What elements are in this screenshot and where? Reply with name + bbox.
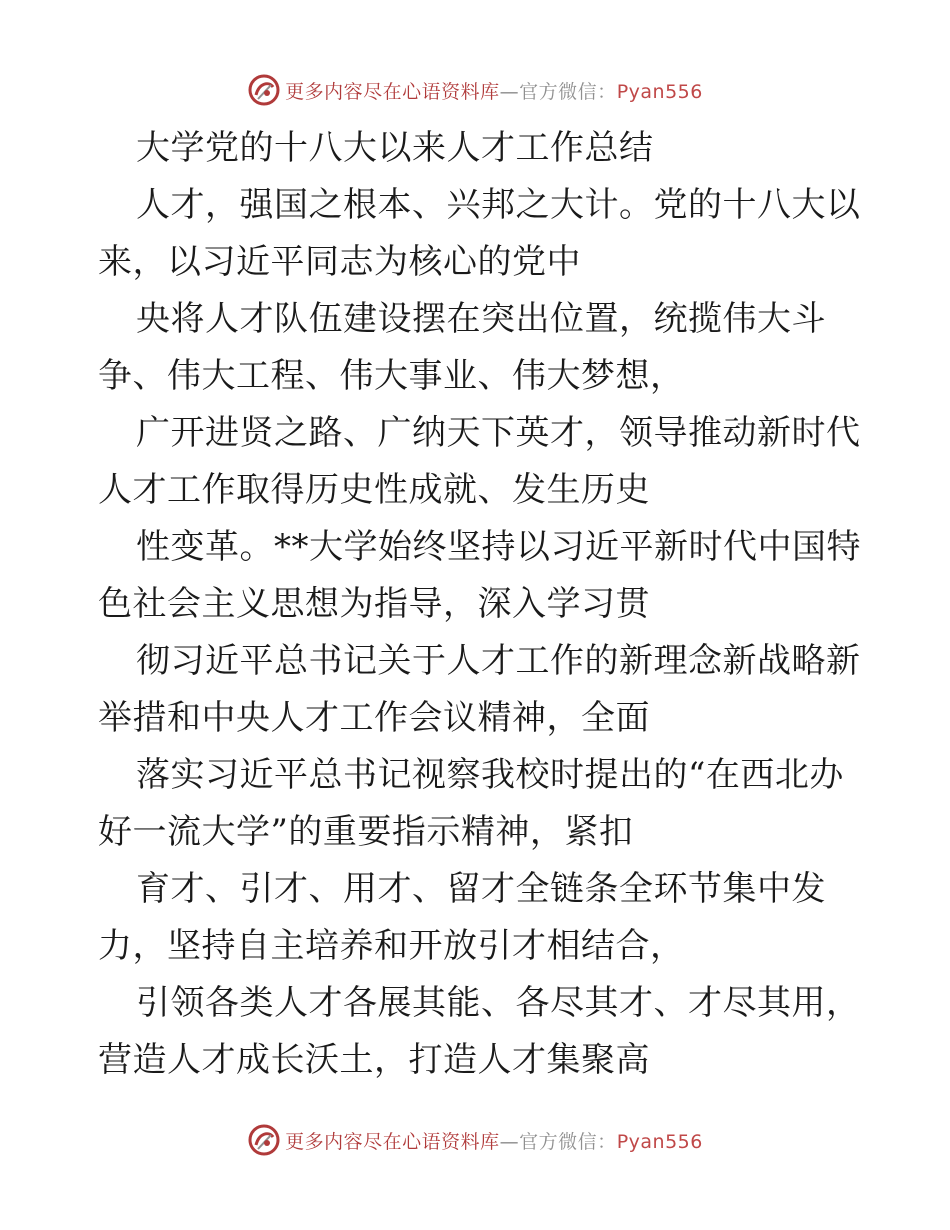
banner-text (285, 77, 703, 104)
banner-wechat-label: 官方微信： (519, 80, 617, 103)
text-line: 彻习近平总书记关于人才工作的新理念新战略新 (136, 641, 861, 681)
document-title: 大学党的十八大以来人才工作总结 (136, 128, 654, 168)
text-line: 央将人才队伍建设摆在突出位置，统揽伟大斗 (136, 299, 826, 339)
banner-site-text: 更多内容尽在心语资料库 (285, 80, 500, 103)
text-line: 营造人才成长沃土，打造人才集聚高 (98, 1040, 650, 1080)
red-swirl-logo-icon (247, 1123, 281, 1157)
text-line: 性变革。**大学始终坚持以习近平新时代中国特 (136, 527, 861, 567)
text-line: 好一流大学”的重要指示精神，紧扣 (98, 812, 634, 852)
text-line: 来，以习近平同志为核心的党中 (98, 242, 581, 282)
banner-account: Pyan556 (616, 80, 703, 103)
text-line: 争、伟大工程、伟大事业、伟大梦想， (98, 356, 685, 396)
text-line: 引领各类人才各展其能、各尽其才、才尽其用， (136, 983, 861, 1023)
banner-account: Pyan556 (616, 1130, 703, 1153)
text-line: 广开进贤之路、广纳天下英才，领导推动新时代 (136, 413, 861, 453)
text-line: 落实习近平总书记视察我校时提出的“在西北办 (136, 755, 844, 795)
document-body (98, 120, 868, 1089)
text-line: 色社会主义思想为指导，深入学习贯 (98, 584, 650, 624)
header-banner (0, 70, 950, 110)
red-swirl-logo-icon (247, 73, 281, 107)
banner-dash: — (499, 1130, 520, 1153)
banner-dash: — (499, 80, 520, 103)
text-line: 育才、引才、用才、留才全链条全环节集中发 (136, 869, 826, 909)
banner-text (285, 1127, 703, 1154)
text-line: 人才工作取得历史性成就、发生历史 (98, 470, 650, 510)
banner-wechat-label: 官方微信： (519, 1130, 617, 1153)
text-line: 人才，强国之根本、兴邦之大计。党的十八大以 (136, 185, 861, 225)
text-line: 力，坚持自主培养和开放引才相结合， (98, 926, 685, 966)
footer-banner (0, 1120, 950, 1160)
banner-site-text: 更多内容尽在心语资料库 (285, 1130, 500, 1153)
text-line: 举措和中央人才工作会议精神，全面 (98, 698, 650, 738)
